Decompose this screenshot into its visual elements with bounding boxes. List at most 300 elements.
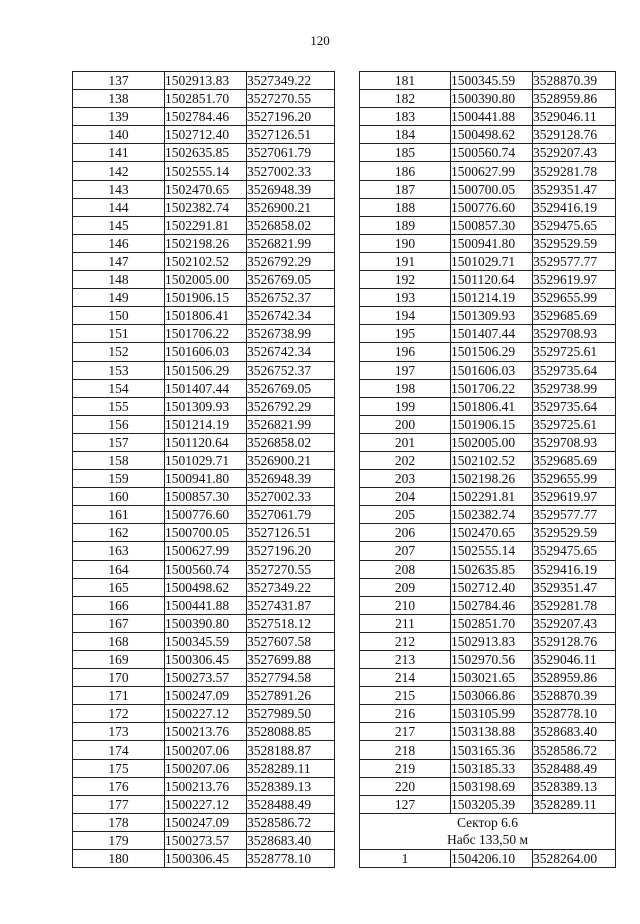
y-coordinate-cell: 3527126.51 <box>247 524 335 542</box>
y-coordinate-cell: 3527270.55 <box>247 560 335 578</box>
x-coordinate-cell: 1500247.09 <box>165 687 247 705</box>
table-row <box>73 759 335 777</box>
x-coordinate-cell: 1502712.40 <box>165 126 247 144</box>
point-number-cell: 150 <box>73 307 165 325</box>
y-coordinate-cell: 3529685.69 <box>533 451 616 469</box>
x-coordinate-cell: 1501606.03 <box>165 343 247 361</box>
point-number-cell: 165 <box>73 578 165 596</box>
y-coordinate-cell: 3528778.10 <box>247 850 335 868</box>
y-coordinate-cell: 3528289.11 <box>533 795 616 813</box>
y-coordinate-cell: 3528586.72 <box>247 813 335 831</box>
table-row <box>73 578 335 596</box>
point-number-cell: 184 <box>360 126 451 144</box>
x-coordinate-cell: 1501806.41 <box>451 397 533 415</box>
y-coordinate-cell: 3529207.43 <box>533 614 616 632</box>
y-coordinate-cell: 3526738.99 <box>247 325 335 343</box>
y-coordinate-cell: 3526900.21 <box>247 198 335 216</box>
x-coordinate-cell: 1501120.64 <box>165 433 247 451</box>
point-number-cell: 188 <box>360 198 451 216</box>
y-coordinate-cell: 3529416.19 <box>533 560 616 578</box>
y-coordinate-cell: 3529738.99 <box>533 379 616 397</box>
table-row <box>360 397 616 415</box>
y-coordinate-cell: 3528778.10 <box>533 705 616 723</box>
x-coordinate-cell: 1500498.62 <box>451 126 533 144</box>
y-coordinate-cell: 3526900.21 <box>247 451 335 469</box>
point-number-cell: 138 <box>73 90 165 108</box>
x-coordinate-cell: 1500213.76 <box>165 723 247 741</box>
table-row <box>73 451 335 469</box>
table-row <box>360 542 616 560</box>
x-coordinate-cell: 1500700.05 <box>451 180 533 198</box>
x-coordinate-cell: 1502851.70 <box>451 614 533 632</box>
point-number-cell: 212 <box>360 632 451 650</box>
table-row <box>73 614 335 632</box>
table-row <box>360 162 616 180</box>
point-number-cell: 146 <box>73 234 165 252</box>
point-number-cell: 183 <box>360 108 451 126</box>
x-coordinate-cell: 1504206.10 <box>451 849 533 867</box>
point-number-cell: 155 <box>73 397 165 415</box>
table-row <box>73 651 335 669</box>
point-number-cell: 139 <box>73 108 165 126</box>
table-row <box>73 252 335 270</box>
point-number-cell: 169 <box>73 651 165 669</box>
table-row <box>360 705 616 723</box>
x-coordinate-cell: 1501120.64 <box>451 271 533 289</box>
x-coordinate-cell: 1500941.80 <box>165 470 247 488</box>
x-coordinate-cell: 1500345.59 <box>451 72 533 90</box>
point-number-cell: 178 <box>73 813 165 831</box>
point-number-cell: 217 <box>360 723 451 741</box>
y-coordinate-cell: 3526821.99 <box>247 234 335 252</box>
y-coordinate-cell: 3528870.39 <box>533 72 616 90</box>
point-number-cell: 210 <box>360 596 451 614</box>
point-number-cell: 191 <box>360 252 451 270</box>
sector-title: Сектор 6.6 <box>456 815 518 831</box>
point-number-cell: 193 <box>360 289 451 307</box>
y-coordinate-cell: 3527002.33 <box>247 488 335 506</box>
table-row <box>360 723 616 741</box>
table-row <box>73 560 335 578</box>
point-number-cell: 161 <box>73 506 165 524</box>
point-number-cell: 181 <box>360 72 451 90</box>
x-coordinate-cell: 1502555.14 <box>165 162 247 180</box>
x-coordinate-cell: 1501029.71 <box>451 252 533 270</box>
x-coordinate-cell: 1502913.83 <box>165 72 247 90</box>
x-coordinate-cell: 1502198.26 <box>165 234 247 252</box>
y-coordinate-cell: 3528264.00 <box>533 849 616 867</box>
point-number-cell: 204 <box>360 488 451 506</box>
table-row <box>73 144 335 162</box>
x-coordinate-cell: 1500306.45 <box>165 850 247 868</box>
y-coordinate-cell: 3526752.37 <box>247 361 335 379</box>
y-coordinate-cell: 3529046.11 <box>533 108 616 126</box>
y-coordinate-cell: 3526769.05 <box>247 271 335 289</box>
table-row <box>360 180 616 198</box>
x-coordinate-cell: 1500441.88 <box>451 108 533 126</box>
x-coordinate-cell: 1500227.12 <box>165 795 247 813</box>
x-coordinate-cell: 1503165.36 <box>451 741 533 759</box>
y-coordinate-cell: 3529577.77 <box>533 506 616 524</box>
y-coordinate-cell: 3529351.47 <box>533 578 616 596</box>
x-coordinate-cell: 1502635.85 <box>451 560 533 578</box>
table-row <box>73 542 335 560</box>
table-row <box>73 850 335 868</box>
table-row <box>360 307 616 325</box>
x-coordinate-cell: 1502470.65 <box>165 180 247 198</box>
x-coordinate-cell: 1502102.52 <box>165 252 247 270</box>
x-coordinate-cell: 1502198.26 <box>451 470 533 488</box>
table-row <box>360 379 616 397</box>
table-row <box>360 415 616 433</box>
x-coordinate-cell: 1500560.74 <box>165 560 247 578</box>
point-number-cell: 140 <box>73 126 165 144</box>
table-row <box>73 198 335 216</box>
table-row <box>73 379 335 397</box>
y-coordinate-cell: 3526858.02 <box>247 216 335 234</box>
table-row <box>360 669 616 687</box>
table-row <box>360 252 616 270</box>
y-coordinate-cell: 3529619.97 <box>533 488 616 506</box>
table-row <box>360 325 616 343</box>
x-coordinate-cell: 1500627.99 <box>451 162 533 180</box>
x-coordinate-cell: 1500560.74 <box>451 144 533 162</box>
point-number-cell: 173 <box>73 723 165 741</box>
table-row <box>360 271 616 289</box>
point-number-cell: 158 <box>73 451 165 469</box>
x-coordinate-cell: 1503185.33 <box>451 759 533 777</box>
point-number-cell: 159 <box>73 470 165 488</box>
x-coordinate-cell: 1502712.40 <box>451 578 533 596</box>
table-row <box>360 687 616 705</box>
point-number-cell: 185 <box>360 144 451 162</box>
x-coordinate-cell: 1501407.44 <box>165 379 247 397</box>
point-number-cell: 220 <box>360 777 451 795</box>
table-row <box>360 506 616 524</box>
table-row <box>73 632 335 650</box>
table-row <box>360 234 616 252</box>
x-coordinate-cell: 1500498.62 <box>165 578 247 596</box>
point-number-cell: 175 <box>73 759 165 777</box>
y-coordinate-cell: 3527126.51 <box>247 126 335 144</box>
y-coordinate-cell: 3526858.02 <box>247 433 335 451</box>
y-coordinate-cell: 3528289.11 <box>247 759 335 777</box>
table-row <box>360 596 616 614</box>
sector-header-cell <box>360 813 616 849</box>
x-coordinate-cell: 1500247.09 <box>165 813 247 831</box>
coordinates-table-right <box>359 71 616 868</box>
table-row <box>73 723 335 741</box>
point-number-cell: 195 <box>360 325 451 343</box>
point-number-cell: 179 <box>73 831 165 849</box>
table-row <box>73 271 335 289</box>
y-coordinate-cell: 3529619.97 <box>533 271 616 289</box>
x-coordinate-cell: 1502291.81 <box>451 488 533 506</box>
point-number-cell: 167 <box>73 614 165 632</box>
y-coordinate-cell: 3527794.58 <box>247 669 335 687</box>
table-row <box>360 451 616 469</box>
left-table-body <box>73 72 335 868</box>
x-coordinate-cell: 1502784.46 <box>165 108 247 126</box>
x-coordinate-cell: 1500207.06 <box>165 759 247 777</box>
table-row <box>360 524 616 542</box>
x-coordinate-cell: 1501906.15 <box>451 415 533 433</box>
x-coordinate-cell: 1500390.80 <box>451 90 533 108</box>
point-number-cell: 197 <box>360 361 451 379</box>
y-coordinate-cell: 3527349.22 <box>247 578 335 596</box>
point-number-cell: 216 <box>360 705 451 723</box>
x-coordinate-cell: 1502635.85 <box>165 144 247 162</box>
x-coordinate-cell: 1500700.05 <box>165 524 247 542</box>
point-number-cell: 166 <box>73 596 165 614</box>
table-row <box>360 777 616 795</box>
table-row <box>73 705 335 723</box>
x-coordinate-cell: 1501706.22 <box>165 325 247 343</box>
y-coordinate-cell: 3529475.65 <box>533 542 616 560</box>
x-coordinate-cell: 1503138.88 <box>451 723 533 741</box>
y-coordinate-cell: 3528488.49 <box>247 795 335 813</box>
point-number-cell: 199 <box>360 397 451 415</box>
table-row <box>73 397 335 415</box>
table-row <box>73 72 335 90</box>
y-coordinate-cell: 3527061.79 <box>247 506 335 524</box>
x-coordinate-cell: 1501214.19 <box>165 415 247 433</box>
point-number-cell: 218 <box>360 741 451 759</box>
x-coordinate-cell: 1500776.60 <box>165 506 247 524</box>
y-coordinate-cell: 3529207.43 <box>533 144 616 162</box>
table-row <box>73 831 335 849</box>
table-row <box>73 777 335 795</box>
point-number-cell: 180 <box>73 850 165 868</box>
y-coordinate-cell: 3529529.59 <box>533 524 616 542</box>
sector-subtitle: Набс 133,50 м <box>446 832 529 848</box>
point-number-cell: 194 <box>360 307 451 325</box>
x-coordinate-cell: 1502913.83 <box>451 632 533 650</box>
point-number-cell: 174 <box>73 741 165 759</box>
point-number-cell: 170 <box>73 669 165 687</box>
y-coordinate-cell: 3526821.99 <box>247 415 335 433</box>
x-coordinate-cell: 1501806.41 <box>165 307 247 325</box>
table-row <box>360 216 616 234</box>
y-coordinate-cell: 3529281.78 <box>533 596 616 614</box>
point-number-cell: 142 <box>73 162 165 180</box>
point-number-cell: 214 <box>360 669 451 687</box>
y-coordinate-cell: 3526742.34 <box>247 343 335 361</box>
point-number-cell: 189 <box>360 216 451 234</box>
y-coordinate-cell: 3527270.55 <box>247 90 335 108</box>
x-coordinate-cell: 1503105.99 <box>451 705 533 723</box>
y-coordinate-cell: 3529128.76 <box>533 632 616 650</box>
coordinates-table-left <box>72 71 335 868</box>
point-number-cell: 209 <box>360 578 451 596</box>
table-row <box>360 90 616 108</box>
y-coordinate-cell: 3528586.72 <box>533 741 616 759</box>
point-number-cell: 201 <box>360 433 451 451</box>
x-coordinate-cell: 1503205.39 <box>451 795 533 813</box>
point-number-cell: 202 <box>360 451 451 469</box>
y-coordinate-cell: 3527607.58 <box>247 632 335 650</box>
y-coordinate-cell: 3527518.12 <box>247 614 335 632</box>
y-coordinate-cell: 3529281.78 <box>533 162 616 180</box>
point-number-cell: 156 <box>73 415 165 433</box>
x-coordinate-cell: 1500273.57 <box>165 831 247 849</box>
y-coordinate-cell: 3529529.59 <box>533 234 616 252</box>
x-coordinate-cell: 1502382.74 <box>165 198 247 216</box>
y-coordinate-cell: 3527196.20 <box>247 108 335 126</box>
y-coordinate-cell: 3529046.11 <box>533 651 616 669</box>
x-coordinate-cell: 1501029.71 <box>165 451 247 469</box>
point-number-cell: 211 <box>360 614 451 632</box>
x-coordinate-cell: 1503066.86 <box>451 687 533 705</box>
table-row <box>73 470 335 488</box>
table-row <box>73 524 335 542</box>
x-coordinate-cell: 1500776.60 <box>451 198 533 216</box>
table-row <box>73 216 335 234</box>
point-number-cell: 215 <box>360 687 451 705</box>
x-coordinate-cell: 1503198.69 <box>451 777 533 795</box>
point-number-cell: 206 <box>360 524 451 542</box>
y-coordinate-cell: 3529655.99 <box>533 289 616 307</box>
x-coordinate-cell: 1501407.44 <box>451 325 533 343</box>
table-row <box>360 741 616 759</box>
point-number-cell: 219 <box>360 759 451 777</box>
x-coordinate-cell: 1502005.00 <box>451 433 533 451</box>
point-number-cell: 186 <box>360 162 451 180</box>
table-row <box>360 614 616 632</box>
point-number-cell: 147 <box>73 252 165 270</box>
table-row <box>73 669 335 687</box>
table-row <box>73 126 335 144</box>
x-coordinate-cell: 1503021.65 <box>451 669 533 687</box>
point-number-cell: 187 <box>360 180 451 198</box>
point-number-cell: 148 <box>73 271 165 289</box>
y-coordinate-cell: 3526948.39 <box>247 470 335 488</box>
point-number-cell: 196 <box>360 343 451 361</box>
y-coordinate-cell: 3526792.29 <box>247 397 335 415</box>
point-number-cell: 163 <box>73 542 165 560</box>
point-number-cell: 164 <box>73 560 165 578</box>
table-row <box>73 307 335 325</box>
point-number-cell: 171 <box>73 687 165 705</box>
y-coordinate-cell: 3529416.19 <box>533 198 616 216</box>
table-row <box>360 651 616 669</box>
table-row <box>360 72 616 90</box>
x-coordinate-cell: 1502382.74 <box>451 506 533 524</box>
table-row <box>360 108 616 126</box>
x-coordinate-cell: 1502005.00 <box>165 271 247 289</box>
point-number-cell: 144 <box>73 198 165 216</box>
table-row <box>73 596 335 614</box>
point-number-cell: 145 <box>73 216 165 234</box>
x-coordinate-cell: 1500345.59 <box>165 632 247 650</box>
x-coordinate-cell: 1502102.52 <box>451 451 533 469</box>
y-coordinate-cell: 3529475.65 <box>533 216 616 234</box>
table-row <box>360 849 616 867</box>
x-coordinate-cell: 1502555.14 <box>451 542 533 560</box>
sector-header-row <box>360 813 616 849</box>
x-coordinate-cell: 1501309.93 <box>451 307 533 325</box>
table-row <box>360 578 616 596</box>
table-row <box>73 108 335 126</box>
table-row <box>73 289 335 307</box>
point-number-cell: 149 <box>73 289 165 307</box>
table-row <box>73 415 335 433</box>
y-coordinate-cell: 3528088.85 <box>247 723 335 741</box>
y-coordinate-cell: 3527699.88 <box>247 651 335 669</box>
table-row <box>73 741 335 759</box>
y-coordinate-cell: 3528683.40 <box>247 831 335 849</box>
x-coordinate-cell: 1500627.99 <box>165 542 247 560</box>
y-coordinate-cell: 3526752.37 <box>247 289 335 307</box>
point-number-cell: 176 <box>73 777 165 795</box>
y-coordinate-cell: 3527431.87 <box>247 596 335 614</box>
x-coordinate-cell: 1500857.30 <box>451 216 533 234</box>
table-row <box>73 180 335 198</box>
table-row <box>360 759 616 777</box>
point-number-cell: 203 <box>360 470 451 488</box>
point-number-cell: 213 <box>360 651 451 669</box>
x-coordinate-cell: 1500441.88 <box>165 596 247 614</box>
x-coordinate-cell: 1500273.57 <box>165 669 247 687</box>
table-row <box>360 632 616 650</box>
point-number-cell: 157 <box>73 433 165 451</box>
point-number-cell: 182 <box>360 90 451 108</box>
x-coordinate-cell: 1500207.06 <box>165 741 247 759</box>
y-coordinate-cell: 3527061.79 <box>247 144 335 162</box>
x-coordinate-cell: 1501506.29 <box>451 343 533 361</box>
table-row <box>360 343 616 361</box>
y-coordinate-cell: 3527196.20 <box>247 542 335 560</box>
x-coordinate-cell: 1501706.22 <box>451 379 533 397</box>
y-coordinate-cell: 3527989.50 <box>247 705 335 723</box>
y-coordinate-cell: 3526769.05 <box>247 379 335 397</box>
x-coordinate-cell: 1502784.46 <box>451 596 533 614</box>
point-number-cell: 205 <box>360 506 451 524</box>
y-coordinate-cell: 3526742.34 <box>247 307 335 325</box>
y-coordinate-cell: 3528389.13 <box>247 777 335 795</box>
point-number-cell: 208 <box>360 560 451 578</box>
table-row <box>73 325 335 343</box>
table-row <box>73 506 335 524</box>
point-number-cell: 153 <box>73 361 165 379</box>
y-coordinate-cell: 3529735.64 <box>533 361 616 379</box>
point-number-cell: 151 <box>73 325 165 343</box>
table-row <box>360 144 616 162</box>
x-coordinate-cell: 1501309.93 <box>165 397 247 415</box>
y-coordinate-cell: 3527891.26 <box>247 687 335 705</box>
y-coordinate-cell: 3528959.86 <box>533 669 616 687</box>
table-row <box>360 289 616 307</box>
x-coordinate-cell: 1500857.30 <box>165 488 247 506</box>
table-row <box>73 795 335 813</box>
x-coordinate-cell: 1502851.70 <box>165 90 247 108</box>
x-coordinate-cell: 1500213.76 <box>165 777 247 795</box>
y-coordinate-cell: 3529725.61 <box>533 415 616 433</box>
x-coordinate-cell: 1502970.56 <box>451 651 533 669</box>
y-coordinate-cell: 3527002.33 <box>247 162 335 180</box>
y-coordinate-cell: 3529708.93 <box>533 433 616 451</box>
table-row <box>360 470 616 488</box>
y-coordinate-cell: 3529725.61 <box>533 343 616 361</box>
y-coordinate-cell: 3526792.29 <box>247 252 335 270</box>
point-number-cell: 1 <box>360 849 451 867</box>
table-row <box>73 488 335 506</box>
table-row <box>73 361 335 379</box>
table-row <box>73 813 335 831</box>
table-row <box>360 198 616 216</box>
table-row <box>73 343 335 361</box>
point-number-cell: 143 <box>73 180 165 198</box>
